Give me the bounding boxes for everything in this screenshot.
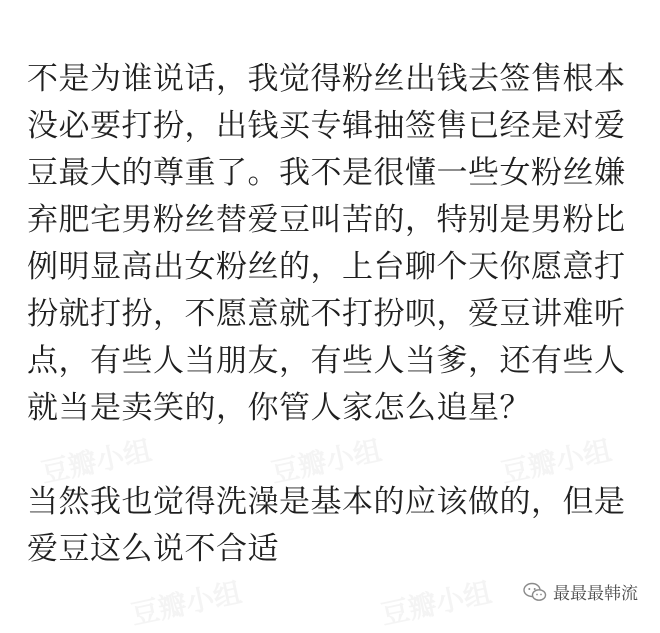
post-line: 就当是卖笑的，你管人家怎么追星？ <box>27 390 531 426</box>
post-line: 当然我也觉得洗澡是基本的应该做的，但是 <box>27 484 626 520</box>
wechat-icon <box>523 582 547 602</box>
source-label: 最最最韩流 <box>553 584 638 604</box>
post-line: 扮就打扮，不愿意就不打扮呗，爱豆讲难听 <box>27 296 626 332</box>
post-line: 弃肥宅男粉丝替爱豆叫苦的，特别是男粉比 <box>27 202 626 238</box>
post-line: 没必要打扮，出钱买专辑抽签售已经是对爱 <box>27 108 626 144</box>
source-attribution <box>523 579 638 604</box>
post-line: 点，有些人当朋友，有些人当爹，还有些人 <box>27 343 626 379</box>
post-line: 爱豆这么说不合适 <box>27 531 279 567</box>
post-line: 例明显高出女粉丝的，上台聊个天你愿意打 <box>27 249 626 285</box>
post-content <box>27 56 639 573</box>
paragraph-gap <box>27 432 639 479</box>
post-line: 豆最大的尊重了。我不是很懂一些女粉丝嫌 <box>27 155 626 191</box>
post-line: 不是为谁说话，我觉得粉丝出钱去签售根本 <box>27 61 626 97</box>
